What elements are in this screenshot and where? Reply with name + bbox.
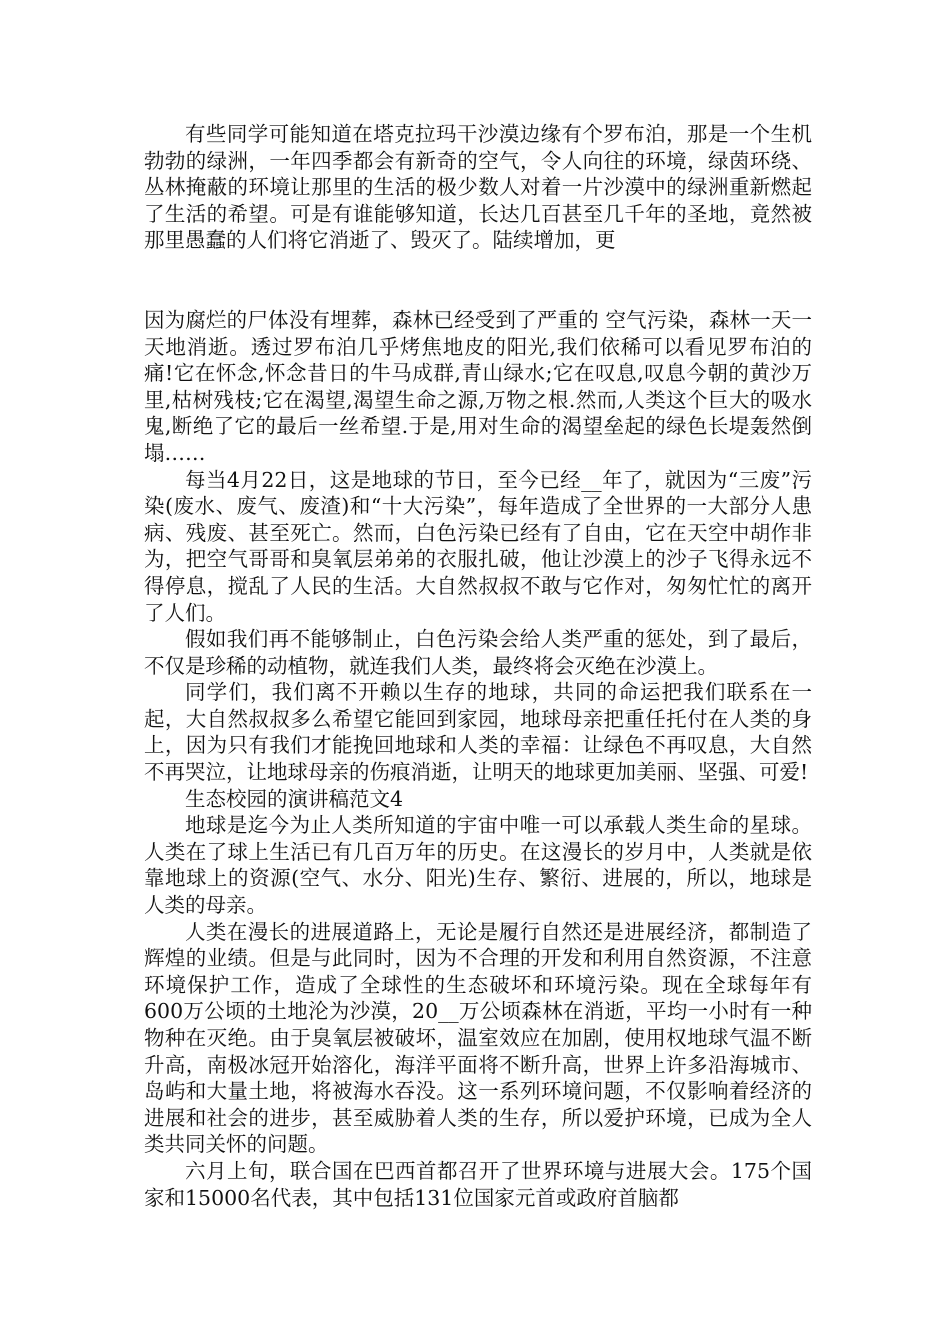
paragraph-environmental-problems: 人类在漫长的进展道路上，无论是履行自然还是进展经济，都制造了辉煌的业绩。但是与此同时，因为不合理的开发和利用自然资源，不注意环境保护工作，造成了全球性的生态破坏和环境污染。现在全球每年有600万公顷的土地沦为沙漠，20__万公顷森林在消逝，平均一小时有一种物种在灭绝。由于臭氧层被破坏，温室效应在加剧，使用权地球气温不断升高，南极冰冠开始溶化，海洋平面将不断升高，世界上许多沿海城市、岛屿和大量土地，将被海水吞没。这一系列环境问题，不仅影响着经济的进展和社会的进步，甚至威胁着人类的生存，所以爱护环境，已成为全人类共同关怀的问题。 [144,919,812,1157]
paragraph-lop-nur-oasis: 有些同学可能知道在塔克拉玛干沙漠边缘有个罗布泊，那是一个生机勃勃的绿洲，一年四季都会有新奇的空气，令人向往的环境，绿茵环绕、丛林掩蔽的环境让那里的生活的极少数人对着一片沙漠中的绿洲重新燃起了生活的希望。可是有谁能够知道，长达几百甚至几千年的圣地，竟然被那里愚蠢的人们将它消逝了、毁灭了。陆续增加，更 [144,122,812,253]
paragraph-gap [144,254,812,307]
paragraph-forest-disappearing: 因为腐烂的尸体没有埋葬，森林已经受到了严重的 空气污染，森林一天一天地消逝。透过罗布泊几乎烤焦地皮的阳光,我们依稀可以看见罗布泊的痛!它在怀念,怀念昔日的牛马成群,青山绿水;它在叹息,叹息今朝的黄沙万里,枯树残枝;它在渴望,渴望生命之源,万物之根.然而,人类这个巨大的吸水鬼,断绝了它的最后一丝希望.于是,用对生命的渴望垒起的绿色长堤轰然倒塌…… [144,307,812,465]
paragraph-call-to-classmates: 同学们，我们离不开赖以生存的地球，共同的命运把我们联系在一起，大自然叔叔多么希望它能回到家园，地球母亲把重任托付在人类的身上，因为只有我们才能挽回地球和人类的幸福：让绿色不再叹息，大自然不再哭泣，让地球母亲的伤痕消逝，让明天的地球更加美丽、坚强、可爱! [144,680,812,785]
document-page [144,121,812,1211]
paragraph-white-pollution-warning: 假如我们再不能够制止，白色污染会给人类严重的惩处，到了最后，不仅是珍稀的动植物，就连我们人类，最终将会灭绝在沙漠上。 [144,627,812,678]
paragraph-earth-mother: 地球是迄今为止人类所知道的宇宙中唯一可以承载人类生命的星球。人类在了球上生活已有几百万年的历史。在这漫长的岁月中，人类就是依靠地球上的资源(空气、水分、阳光)生存、繁衍、进展的，所以，地球是人类的母亲。 [144,813,812,918]
paragraph-earth-day: 每当4月22日，这是地球的节日，至今已经__年了，就因为“三废”污染(废水、废气、废渣)和“十大污染”，每年造成了全世界的一大部分人患病、残废、甚至死亡。然而，白色污染已经有了自由，它在天空中胡作非为，把空气哥哥和臭氧层弟弟的衣服扎破，他让沙漠上的沙子飞得永远不得停息，搅乱了人民的生活。大自然叔叔不敢与它作对，匆匆忙忙的离开了人们。 [144,467,812,625]
paragraph-un-conference: 六月上旬，联合国在巴西首都召开了世界环境与进展大会。175个国家和15000名代表，其中包括131位国家元首或政府首脑都 [144,1158,812,1210]
section-heading: 生态校园的演讲稿范文4 [185,786,404,811]
